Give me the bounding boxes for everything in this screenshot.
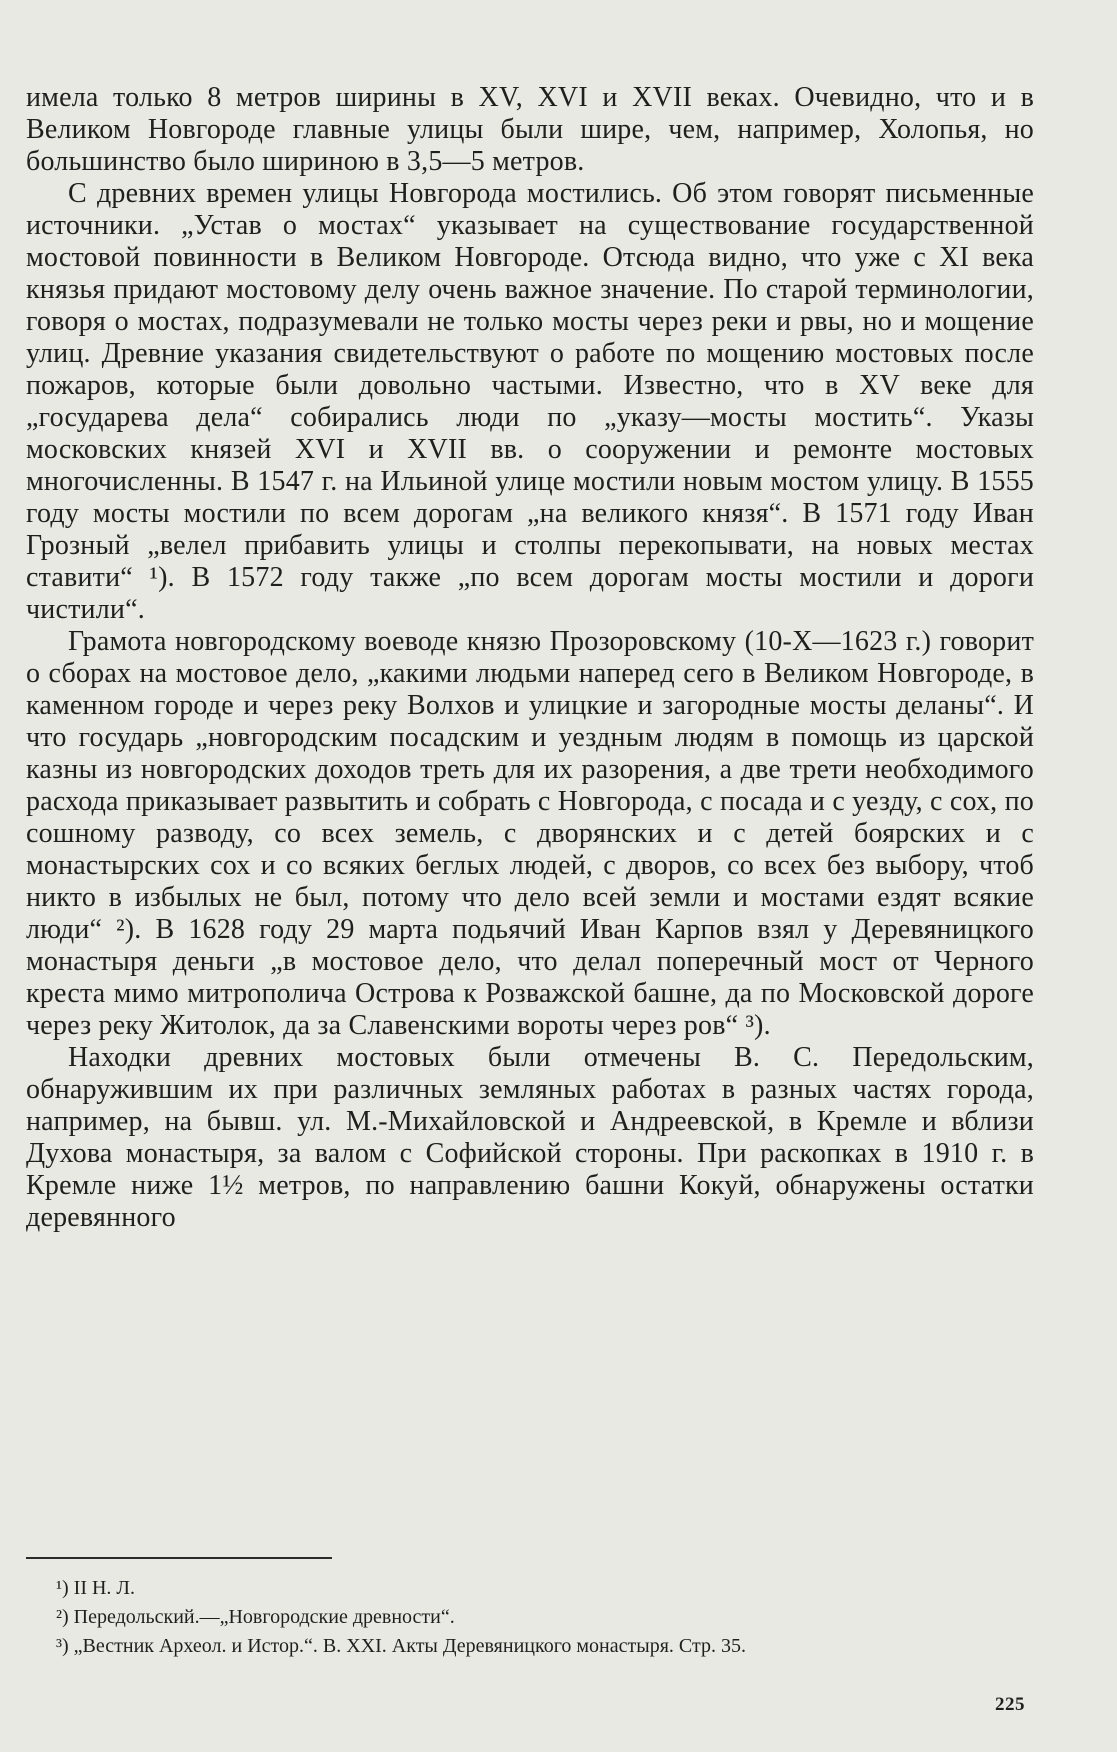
paragraph-2: С древних времен улицы Новгорода мостились. Об этом говорят письменные источники. „Устав о мостах“ указывает на существование государственной мостовой повинности в Великом Новгороде. Отсюда видно, что уже с XI века князья придают мостовому делу очень важное значение. По старой терминологии, говоря о мостах, подразумевали не только мосты через реки и рвы, но и мощение улиц. Древние указания свидетельствуют о работе по мощению мостовых после пожаров, которые были довольно частыми. Известно, что в XV веке для „государева дела“ собирались люди по „указу—мосты мостить“. Указы московских князей XVI и XVII вв. о сооружении и ремонте мостовых многочисленны. В 1547 г. на Ильиной улице мостили новым мостом улицу. В 1555 году мосты мостили по всем дорогам „на великого князя“. В 1571 году Иван Грозный „велел прибавить улицы и столпы перекопывати, на новых местах ставити“ ¹). В 1572 году также „по всем дорогам мосты мостили и дороги чистили“. [26, 178, 1034, 625]
page-number: 225 [995, 1694, 1025, 1715]
footnote-3: ³) „Вестник Археол. и Истор.“. В. XXI. Акты Деревяницкого монастыря. Стр. 35. [56, 1635, 746, 1657]
footnote-2: ²) Передольский.—„Новгородские древности“. [56, 1606, 455, 1628]
paragraph-3: Грамота новгородскому воеводе князю Прозоровскому (10-X—1623 г.) говорит о сборах на мостовое дело, „какими людьми наперед сего в Великом Новгороде, в каменном городе и через реку Волхов и улицкие и загородные мосты деланы“. И что государь „новгородским посадским и уездным людям в помощь из царской казны из новгородских доходов треть для их разорения, а две трети необходимого расхода приказывает развытить и собрать с Новгорода, с посада и с уезду, с сох, по сошному разводу, со всех земель, с дворянских и с детей боярских и с монастырских сох и со всяких беглых людей, с дворов, со всех без выбору, чтоб никто в избылых не был, потому что дело всей земли и мостами ездят всякие люди“ ²). В 1628 году 29 марта подьячий Иван Карпов взял у Деревяницкого монастыря деньги „в мостовое дело, что делал поперечный мост от Черного креста мимо митрополича Острова к Розважской башне, да по Московской дороге через реку Житолок, да за Славенскими вороты через ров“ ³). [26, 626, 1034, 1041]
footnote-divider [26, 1557, 332, 1559]
paragraph-4: Находки древних мостовых были отмечены В. С. Передольским, обнаружившим их при различных земляных работах в разных частях города, например, на бывш. ул. М.-Михайловской и Андреевской, в Кремле и вблизи Духова монастыря, за валом с Софийской стороны. При раскопках в 1910 г. в Кремле ниже 1½ метров, по направлению башни Кокуй, обнаружены остатки деревянного [26, 1042, 1034, 1233]
main-text [26, 82, 1034, 1234]
footnotes [56, 1574, 1036, 1661]
footnote-1: ¹) II Н. Л. [56, 1577, 135, 1599]
paragraph-1: имела только 8 метров ширины в XV, XVI и XVII веках. Очевидно, что и в Великом Новгороде главные улицы были шире, чем, например, Холопья, но большинство было шириною в 3,5—5 метров. [26, 82, 1034, 177]
